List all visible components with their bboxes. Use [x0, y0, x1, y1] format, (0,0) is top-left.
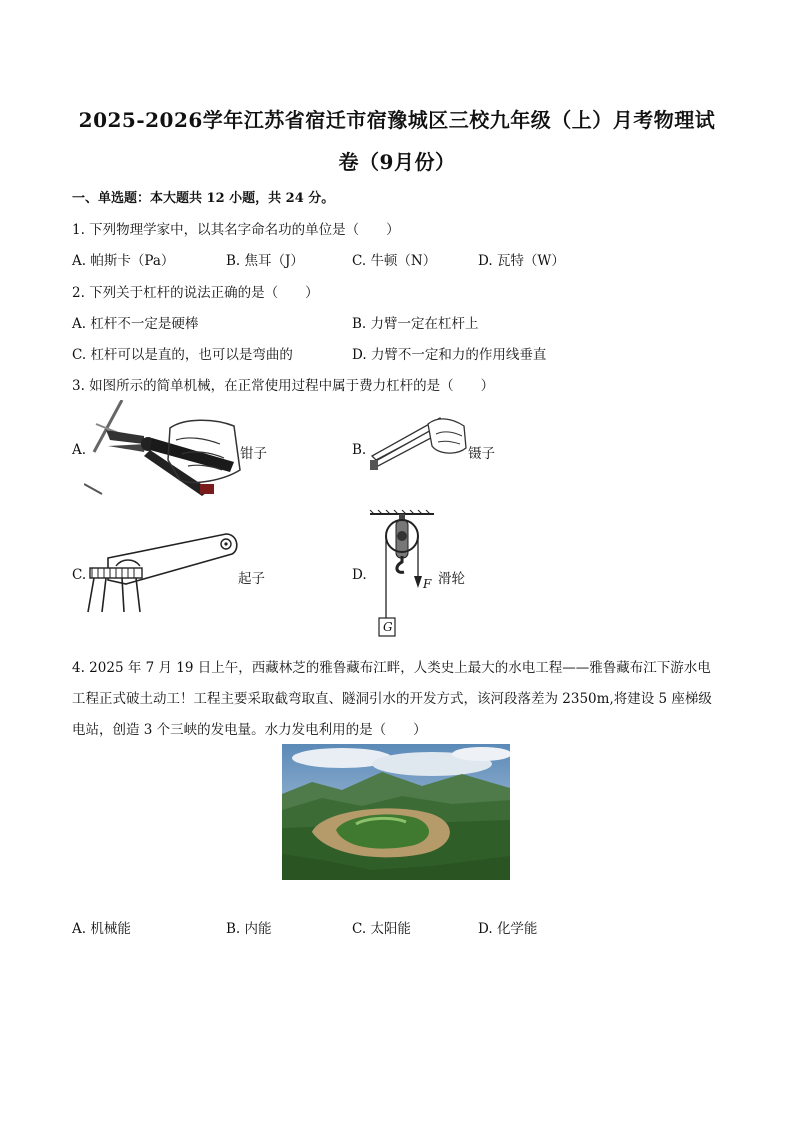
option-letter: D.: [478, 921, 493, 937]
bottle-opener-illustration: [86, 528, 242, 614]
option-letter: D.: [478, 253, 493, 269]
option-text: 化学能: [496, 921, 538, 937]
q4-option-b: [226, 917, 272, 937]
option-text: 杠杆可以是直的，也可以是弯曲的: [90, 347, 293, 363]
option-letter: B.: [352, 316, 367, 332]
q1-option-b: [226, 249, 304, 269]
question-2-stem: 2. 下列关于杠杆的说法正确的是（ ）: [72, 285, 319, 301]
q3-option-a-letter: A.: [72, 442, 87, 458]
q4-option-c: [352, 917, 411, 937]
option-letter: A.: [72, 253, 87, 269]
question-4-line3: 电站，创造 3 个三峡的发电量。水力发电利用的是（ ）: [72, 722, 427, 738]
option-text: 杠杆不一定是硬棒: [90, 316, 199, 332]
q3-option-b-caption: 镊子: [468, 446, 495, 462]
q2-option-c: [72, 343, 293, 363]
q2-option-b: [352, 312, 479, 332]
option-text: 力臂不一定和力的作用线垂直: [370, 347, 547, 363]
option-text: 牛顿（N）: [370, 253, 437, 269]
q4-option-d: [478, 917, 537, 937]
option-letter: B.: [226, 253, 241, 269]
option-letter: A.: [72, 921, 87, 937]
option-letter: C.: [72, 347, 87, 363]
option-letter: B.: [226, 921, 241, 937]
pulley-force-label: F: [423, 577, 432, 591]
q3-option-d-letter: D.: [352, 567, 367, 583]
option-letter: C.: [352, 921, 367, 937]
option-letter: D.: [352, 347, 367, 363]
option-text: 瓦特（W）: [496, 253, 565, 269]
page-title-line1: 2025-2026学年江苏省宿迁市宿豫城区三校九年级（上）月考物理试: [78, 108, 716, 132]
question-1-stem: 1. 下列物理学家中，以其名字命名功的单位是（ ）: [72, 222, 400, 238]
option-letter: C.: [352, 253, 367, 269]
option-letter: A.: [72, 316, 87, 332]
pulley-illustration: [366, 508, 438, 640]
q4-option-a: [72, 917, 131, 937]
q3-option-d-caption: 滑轮: [438, 571, 465, 587]
pliers-illustration: [84, 400, 244, 500]
question-4-line1: 4. 2025 年 7 月 19 日上午，西藏林芝的雅鲁藏布江畔，人类史上最大的水电工程——雅鲁藏布江下游水电: [72, 660, 711, 676]
option-text: 力臂一定在杠杆上: [370, 316, 479, 332]
q1-option-c: [352, 249, 436, 269]
section-header: 一、单选题：本大题共 12 小题，共 24 分。: [72, 191, 335, 206]
river-valley-photo: [282, 744, 510, 880]
option-text: 焦耳（J）: [244, 253, 304, 269]
q3-option-c-letter: C.: [72, 567, 87, 583]
tweezers-illustration: [366, 412, 470, 482]
pulley-weight-label: G: [383, 620, 393, 634]
q3-option-b-letter: B.: [352, 442, 367, 458]
q1-option-d: [478, 249, 565, 269]
option-text: 内能: [244, 921, 272, 937]
q2-option-d: [352, 343, 546, 363]
question-3-stem: 3. 如图所示的简单机械，在正常使用过程中属于费力杠杆的是（ ）: [72, 378, 495, 394]
question-4-line2: 工程正式破土动工！工程主要采取截弯取直、隧洞引水的开发方式，该河段落差为 2350m,将建设 5 座梯级: [72, 691, 712, 707]
q3-option-a-caption: 钳子: [240, 446, 267, 462]
q2-option-a: [72, 312, 198, 332]
q1-option-a: [72, 249, 174, 269]
page-title-line2: 卷（9月份）: [338, 150, 456, 174]
option-text: 帕斯卡（Pa）: [90, 253, 175, 269]
q3-option-c-caption: 起子: [238, 571, 265, 587]
option-text: 太阳能: [370, 921, 411, 937]
option-text: 机械能: [90, 921, 131, 937]
